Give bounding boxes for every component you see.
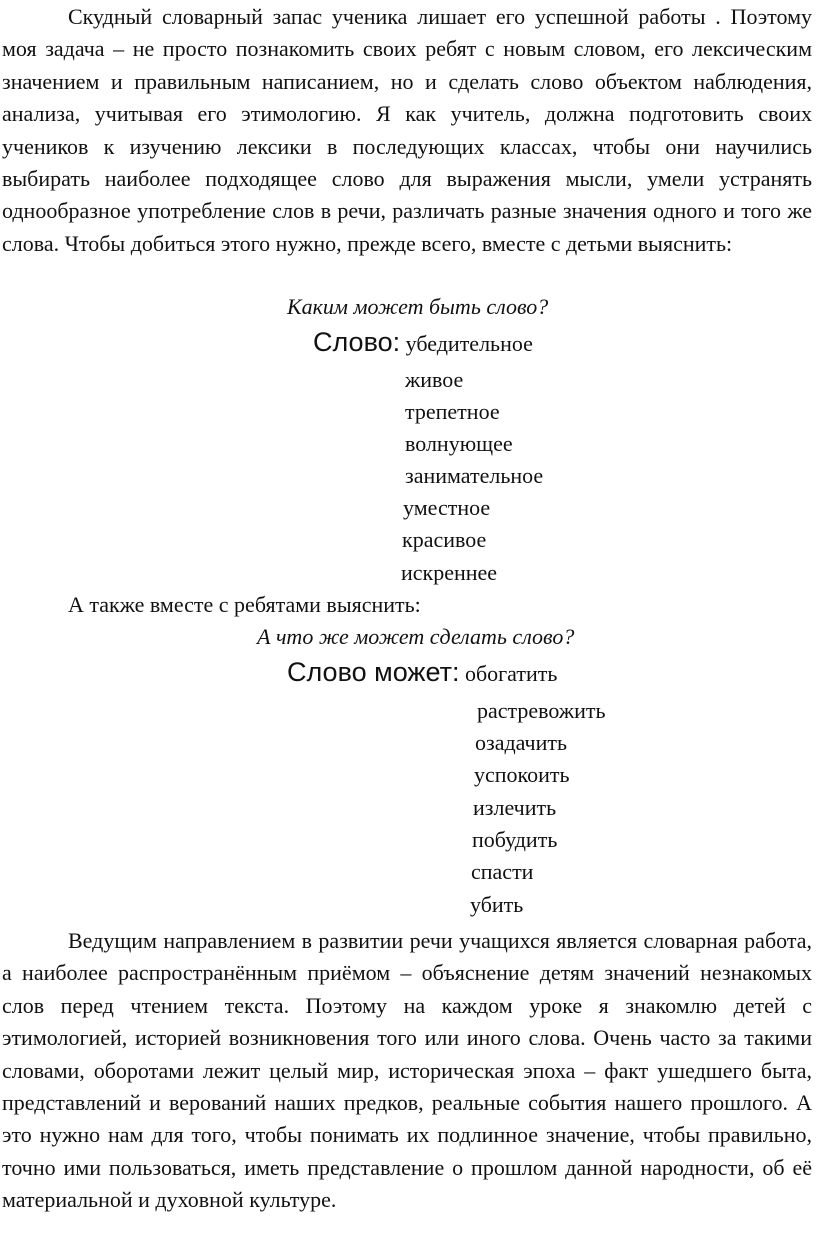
list-item: красивое: [402, 527, 487, 552]
list-item: живое: [405, 367, 464, 392]
list-item: убедительное: [405, 331, 533, 356]
transition-line: А также вместе с ребятами выяснить:: [68, 592, 421, 617]
list-item: спасти: [471, 859, 534, 884]
list-item: уместное: [403, 495, 491, 520]
closing-paragraph: Ведущим направлением в развитии речи учащихся является словарная работа, а наиболее распространённым приёмом – объяснение детям значений незнакомых слов перед чтением текста. Поэтому на каждом уроке я знакомлю детей с этимологией, историей возникновения того или иного слова. Очень часто за такими словами, оборотами лежит целый мир, историческая эпоха – факт ушедшего быта, представлений и верований наших предков, реальные события нашего прошлого. А это нужно нам для того, чтобы понимать их подлинное значение, чтобы правильно, точно ими пользоваться, иметь представление о прошлом данной народности, об её материальной и духовной культуре.: [2, 928, 812, 1213]
list-item: обогатить: [464, 661, 558, 686]
list-item: успокоить: [474, 762, 570, 787]
word-qualities-heading: Слово:: [313, 327, 401, 357]
question-what-can-word-be: Каким может быть слово?: [287, 294, 549, 319]
intro-paragraph: Скудный словарный запас ученика лишает его успешной работы . Поэтому моя задача – не просто познакомить своих ребят с новым словом, его лексическим значением и правильным написанием, но и сделать слово объектом наблюдения, анализа, учитывая его этимологию. Я как учитель, должна подготовить своих учеников к изучению лексики в последующих классах, чтобы они научились выбирать наиболее подходящее слово для выражения мысли, умели устранять однообразное употребление слов в речи, различать разные значения одного и того же слова. Чтобы добиться этого нужно, прежде всего, вместе с детьми выяснить:: [2, 4, 812, 256]
word-actions-heading: Слово может:: [287, 657, 460, 687]
list-item: трепетное: [405, 399, 500, 424]
list-item: излечить: [473, 795, 557, 820]
list-item: волнующее: [405, 431, 513, 456]
word-qualities-heading-line: [313, 327, 533, 359]
question-what-can-word-do: А что же может сделать слово?: [257, 624, 575, 649]
list-item: искреннее: [401, 560, 498, 585]
list-item: растревожить: [477, 698, 606, 723]
list-item: убить: [470, 892, 524, 917]
list-item: озадачить: [475, 730, 568, 755]
word-actions-heading-line: [287, 657, 557, 689]
list-item: занимательное: [405, 463, 544, 488]
list-item: побудить: [472, 827, 558, 852]
